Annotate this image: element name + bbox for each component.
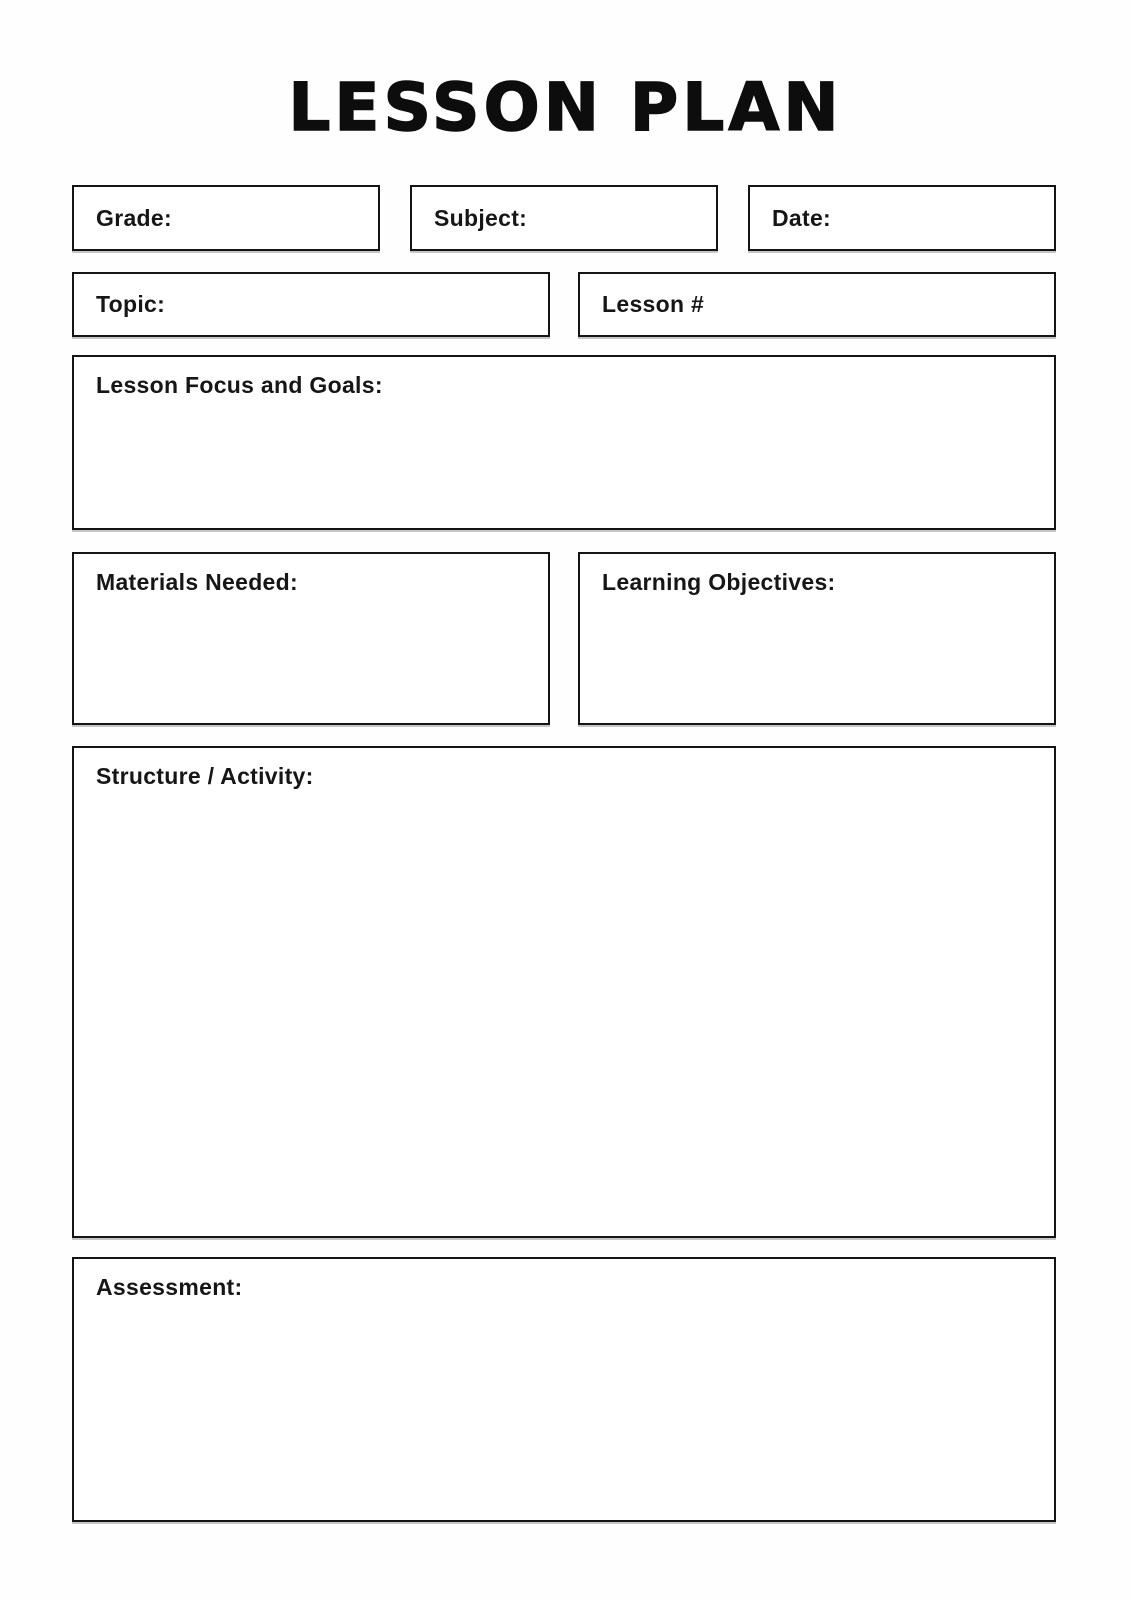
topic-label: Topic: (96, 291, 166, 317)
row-grade-subject-date (72, 185, 1056, 251)
lesson-focus-goals-field[interactable] (72, 355, 1056, 530)
row-materials-objectives (72, 552, 1056, 725)
subject-field[interactable] (410, 185, 718, 251)
page-title: LESSON PLAN (288, 69, 843, 146)
date-field[interactable] (748, 185, 1056, 251)
subject-label: Subject: (434, 204, 528, 231)
lesson-plan-form (72, 185, 1056, 1522)
assessment-field[interactable] (72, 1257, 1056, 1522)
lesson-focus-goals-label: Lesson Focus and Goals: (96, 372, 383, 398)
topic-field[interactable] (72, 272, 550, 337)
materials-needed-field[interactable] (72, 552, 550, 725)
learning-objectives-label: Learning Objectives: (602, 569, 836, 595)
date-label: Date: (772, 204, 832, 231)
structure-activity-field[interactable] (72, 746, 1056, 1238)
grade-field[interactable] (72, 185, 380, 251)
lesson-number-label: Lesson # (602, 291, 705, 317)
grade-label: Grade: (96, 204, 172, 231)
assessment-label: Assessment: (96, 1274, 243, 1300)
row-topic-lesson-number (72, 272, 1056, 337)
learning-objectives-field[interactable] (578, 552, 1056, 725)
materials-needed-label: Materials Needed: (96, 569, 298, 595)
lesson-number-field[interactable] (578, 272, 1056, 337)
structure-activity-label: Structure / Activity: (96, 763, 314, 789)
